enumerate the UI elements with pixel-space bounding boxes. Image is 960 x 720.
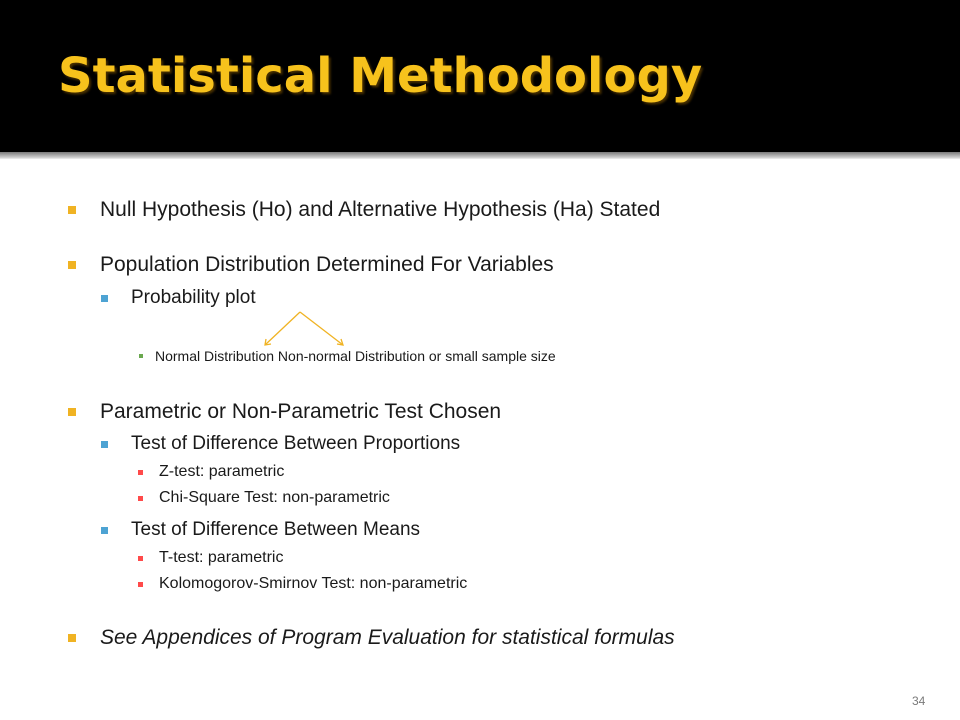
- bullet-marker-level1: [68, 408, 76, 416]
- bullet-see-appendices: See Appendices of Program Evaluation for statistical formulas: [100, 626, 675, 649]
- bullet-marker-level2: [101, 441, 108, 448]
- sub-sub-bullet-ks-test: Kolomogorov-Smirnov Test: non-parametric: [159, 575, 468, 592]
- bullet-null-hypothesis: Null Hypothesis (Ho) and Alternative Hypothesis (Ha) Stated: [100, 198, 661, 221]
- sub-sub-bullet-t-test: T-test: parametric: [159, 549, 284, 566]
- bullet-population-distribution: Population Distribution Determined For Variables: [100, 253, 554, 276]
- page-number: 34: [912, 694, 926, 708]
- sub-bullet-proportions: Test of Difference Between Proportions: [131, 433, 461, 454]
- sub-sub-bullet-z-test: Z-test: parametric: [159, 463, 285, 480]
- bullet-marker-level2: [101, 527, 108, 534]
- bullet-marker-level3: [138, 470, 143, 475]
- bullet-marker-level3: [138, 556, 143, 561]
- bullet-marker-level3: [138, 582, 143, 587]
- bullet-marker-level3: [138, 496, 143, 501]
- sub-bullet-probability-plot: Probability plot: [131, 287, 256, 308]
- bullet-test-chosen: Parametric or Non-Parametric Test Chosen: [100, 400, 502, 423]
- sub-bullet-means: Test of Difference Between Means: [131, 519, 421, 540]
- sub-sub-bullet-chi-square: Chi-Square Test: non-parametric: [159, 489, 390, 506]
- distribution-options: Normal Distribution Non-normal Distribution or small sample size: [155, 348, 556, 364]
- bullet-marker-level3: [139, 354, 143, 358]
- bullet-marker-level1: [68, 634, 76, 642]
- slide-title: Statistical Methodology: [58, 48, 703, 104]
